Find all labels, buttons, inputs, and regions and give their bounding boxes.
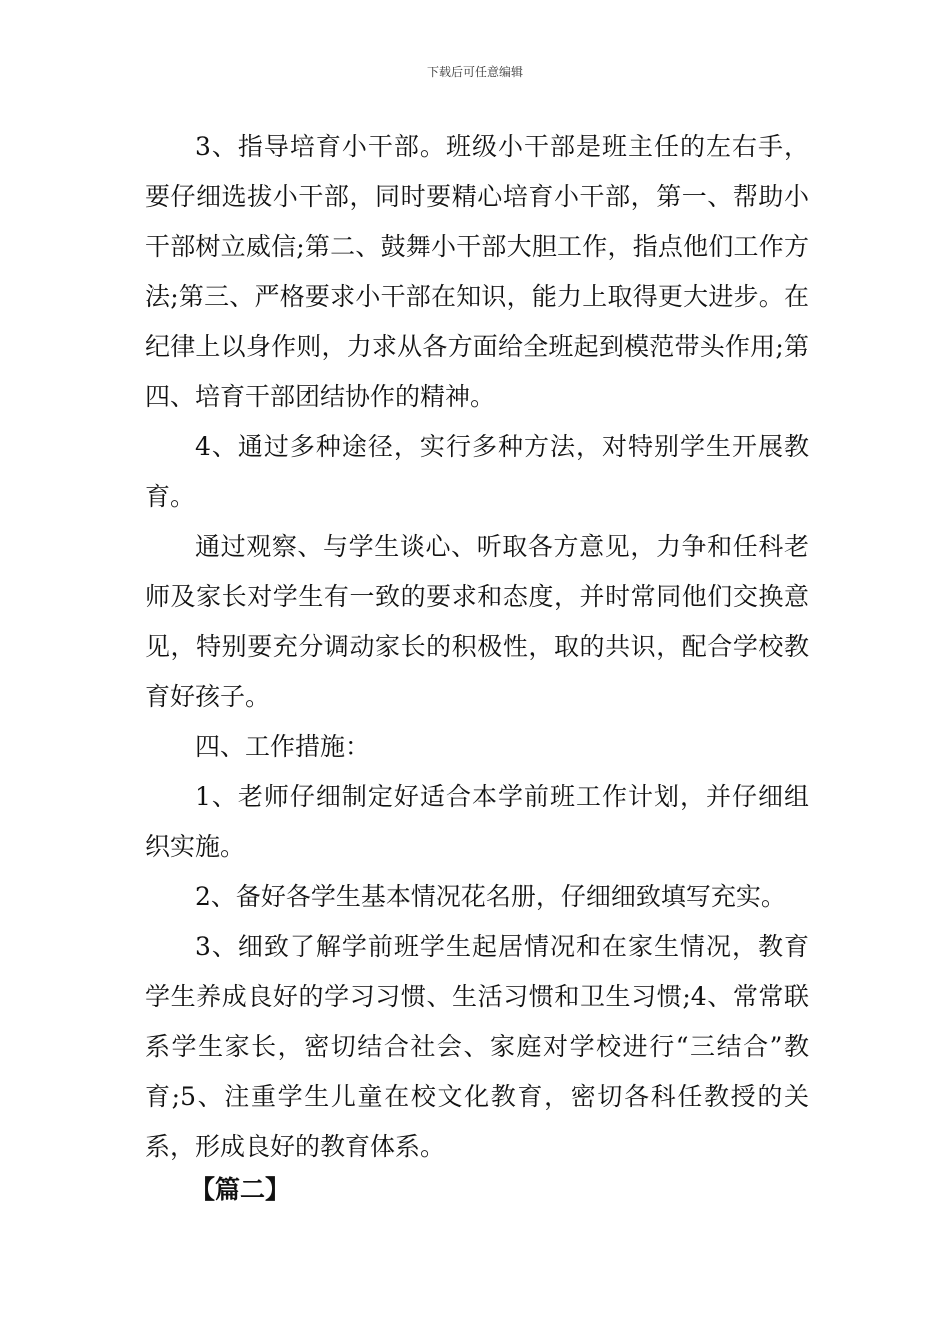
paragraph-work-plan: 1、老师仔细制定好适合本学前班工作计划，并仔细组织实施。	[145, 782, 809, 861]
paragraph-roster: 2、备好各学生基本情况花名册，仔细细致填写充实。	[195, 882, 786, 911]
paragraph-special-students: 4、通过多种途径，实行多种方法，对特别学生开展教育。	[145, 432, 809, 511]
section-title: 【篇二】	[190, 1175, 291, 1204]
page-header: 下载后可任意编辑	[426, 65, 523, 79]
paragraph-work-measures-heading: 四、工作措施：	[195, 732, 371, 761]
paragraph-habits: 3、细致了解学前班学生起居情况和在家生情况，教育学生养成良好的学习习惯、生活习惯和卫生习惯;4、常常联系学生家长，密切结合社会、家庭对学校进行“三结合”教育;5、注重学生儿童在校文化教育，密切各科任教授的关系，形成良好的教育体系。	[145, 932, 809, 1161]
paragraph-observation: 通过观察、与学生谈心、听取各方意见，力争和任科老师及家长对学生有一致的要求和态度，并时常同他们交换意见，特别要充分调动家长的积极性，取的共识，配合学校教育好孩子。	[145, 532, 809, 711]
document-body	[145, 122, 809, 1172]
paragraph-guide-cadres: 3、指导培育小干部。班级小干部是班主任的左右手，要仔细选拔小干部，同时要精心培育小干部，第一、帮助小干部树立威信;第二、鼓舞小干部大胆工作，指点他们工作方法;第三、严格要求小干部在知识，能力上取得更大进步。在纪律上以身作则，力求从各方面给全班起到模范带头作用;第四、培育干部团结协作的精神。	[145, 132, 809, 411]
